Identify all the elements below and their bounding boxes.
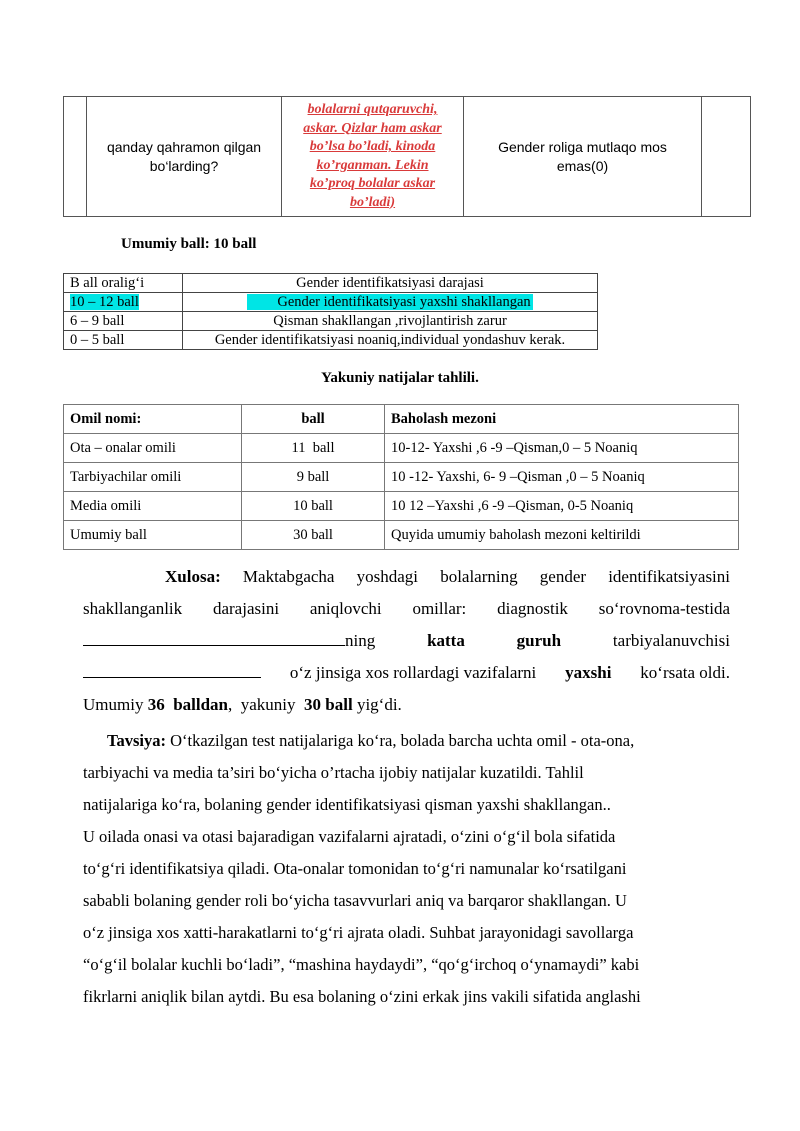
conclusion-text: yig‘di. [356,695,402,714]
table-row [64,293,598,312]
conclusion-line [83,625,730,657]
table-cell-empty [702,97,751,217]
recommendation-line: tarbiyachi va media ta’siri bo‘yicha o’rtacha ijobiy natijalar kuzatildi. Tahlil [83,763,584,782]
conclusion-label: Xulosa: [165,567,221,586]
table-cell: Media omili [64,492,242,521]
table-header-cell: Gender identifikatsiyasi darajasi [183,274,598,293]
table-cell: Ota – onalar omili [64,434,242,463]
total-score: Umumiy ball: 10 ball [121,236,257,252]
conclusion-bold: yaxshi [565,663,612,682]
highlighted-text: Gender identifikatsiyasi yaxshi shakllangan [247,294,532,310]
question-cell: qanday qahramon qilgan bo‘larding? [87,97,282,217]
recommendation-paragraph [83,725,730,1013]
recommendation-line: fikrlarni aniqlik bilan aytdi. Bu esa bolaning o‘zini erkak jins vakili sifatida anglashi [83,987,641,1006]
table-cell: Umumiy ball [64,521,242,550]
recommendation-line: natijalariga ko‘ra, bolaning gender identifikatsiyasi qisman yaxshi shakllangan.. [83,795,611,814]
answer-line: bo’ladi) [349,194,396,210]
table-cell: 11 ball [242,434,385,463]
table-row [64,521,739,550]
conclusion-text: o‘z jinsiga xos rollardagi vazifalarni [289,663,537,682]
conclusion-text: ning [345,631,376,650]
table-cell [183,293,598,312]
conclusion-text: Maktabgacha yoshdagi bolalarning gender identifikatsiyasini [242,567,731,586]
table-row [64,405,739,434]
recommendation-line: U oilada onasi va otasi bajaradigan vazifalarni ajratadi, o‘zini o‘g‘il bola sifatida [83,827,616,846]
table-cell: Quyida umumiy baholash mezoni keltirildi [385,521,739,550]
conclusion-text: ko‘rsata oldi. [640,663,730,682]
table-cell: 9 ball [242,463,385,492]
conclusion-text: , yakuniy [228,695,296,714]
conclusion-line [83,657,730,689]
conclusion-line [83,561,730,593]
table-cell: 10-12- Yaxshi ,6 -9 –Qisman,0 – 5 Noaniq [385,434,739,463]
table-header-cell: Omil nomi: [64,405,242,434]
table-row [64,97,751,217]
conclusion-bold: 30 ball [304,695,353,714]
recommendation-text: O‘tkazilgan test natijalariga ko‘ra, bolada barcha uchta omil - ota-ona, [170,731,635,750]
conclusion-text: Umumiy [83,695,144,714]
results-table [63,404,739,550]
table-cell: 10 12 –Yaxshi ,6 -9 –Qisman, 0-5 Noaniq [385,492,739,521]
recommendation-label: Tavsiya: [107,731,166,750]
recommendation-line: to‘g‘ri identifikatsiya qiladi. Ota-onalar tomonidan to‘g‘ri namunalar ko‘rsatilgani [83,859,627,878]
table-cell: Tarbiyachilar omili [64,463,242,492]
table-cell: Gender identifikatsiyasi noaniq,individual yondashuv kerak. [183,331,598,350]
question-table [63,96,751,217]
blank-line [83,626,345,646]
table-cell: 0 – 5 ball [64,331,183,350]
evaluation-cell: Gender roliga mutlaqo mos emas(0) [464,97,702,217]
conclusion-bold: guruh [516,631,562,650]
table-cell: 6 – 9 ball [64,312,183,331]
table-row [64,463,739,492]
answer-line: ko’rganman. Lekin [316,157,429,173]
table-cell [64,293,183,312]
blank-line [83,658,261,678]
results-title: Yakuniy natijalar tahlili. [321,370,479,386]
table-cell-empty [64,97,87,217]
table-header-cell: ball [242,405,385,434]
recommendation-line: “o‘g‘il bolalar kuchli bo‘ladi”, “mashina haydaydi”, “qo‘g‘irchoq o‘ynamaydi” kabi [83,955,640,974]
table-row [64,492,739,521]
table-cell: 30 ball [242,521,385,550]
table-row [64,312,598,331]
table-header-cell: Baholash mezoni [385,405,739,434]
answer-line: askar. Qizlar ham askar [303,120,442,136]
answer-line: bo’lsa bo’ladi, kinoda [309,139,436,154]
answer-cell [282,97,464,217]
recommendation-line [83,725,730,757]
table-header-cell: B all oralig‘i [64,274,183,293]
table-cell: Qisman shakllangan ,rivojlantirish zarur [183,312,598,331]
ball-range-table [63,273,598,350]
answer-line: bolalarni qutqaruvchi, [307,102,438,117]
table-cell: 10 -12- Yaxshi, 6- 9 –Qisman ,0 – 5 Noaniq [385,463,739,492]
conclusion-line [83,689,730,721]
table-cell: 10 ball [242,492,385,521]
answer-line: ko’proq bolalar askar [309,176,436,191]
conclusion-paragraph [83,561,730,721]
table-row [64,434,739,463]
recommendation-line: sababli bolaning gender roli bo‘yicha tasavvurlari aniq va barqaror shakllangan. U [83,891,627,910]
table-row [64,274,598,293]
conclusion-line: shakllanganlik darajasini aniqlovchi omillar: diagnostik so‘rovnoma-testida [83,599,730,618]
conclusion-bold: katta [427,631,465,650]
conclusion-bold: 36 balldan [147,695,229,714]
recommendation-line: o‘z jinsiga xos xatti-harakatlarni to‘g‘ri ajrata oladi. Suhbat jarayonidagi savollarga [83,923,634,942]
conclusion-text: tarbiyalanuvchisi [612,631,730,650]
highlighted-text: 10 – 12 ball [70,294,139,310]
table-row [64,331,598,350]
